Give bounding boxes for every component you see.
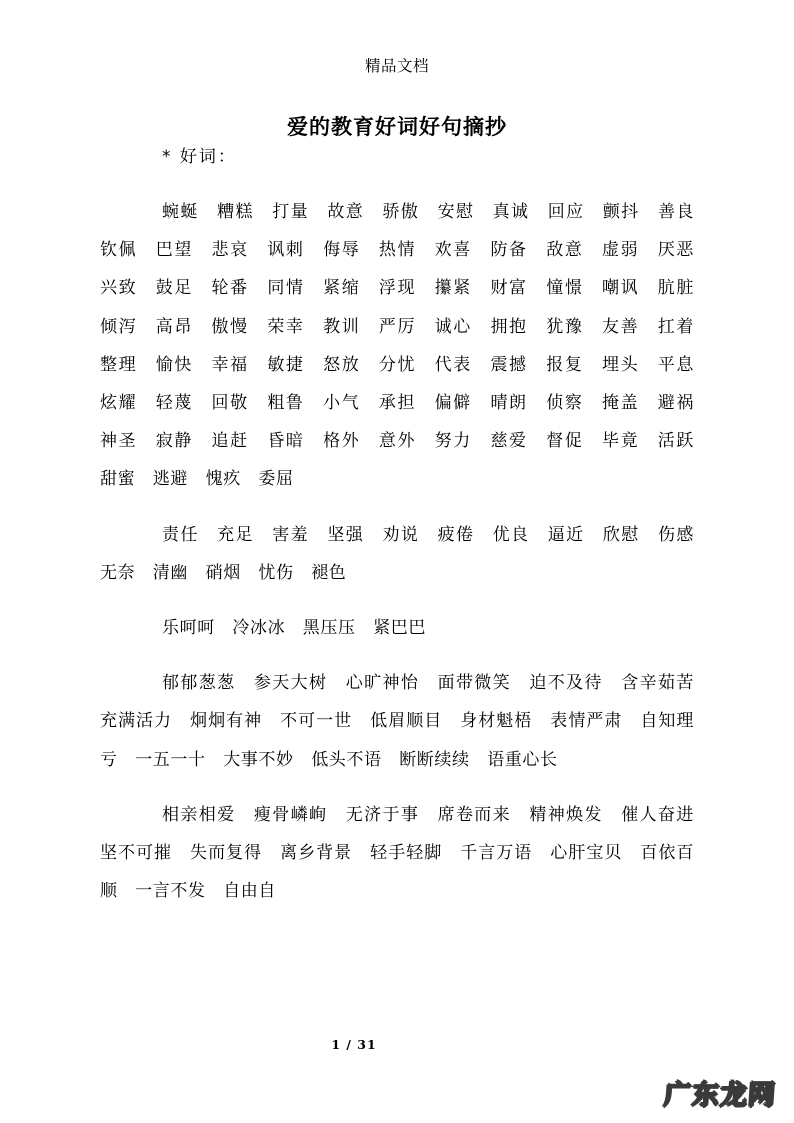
document-body <box>100 138 712 927</box>
word-list-paragraph: 责任 充足 害羞 坚强 劝说 疲倦 优良 逼近 欣慰 伤感 无奈 清幽 硝烟 忧伤 褪色 <box>100 524 712 583</box>
watermark-logo: 广东龙网 <box>662 1080 778 1111</box>
word-list-paragraph: 蜿蜒 糟糕 打量 故意 骄傲 安慰 真诚 回应 颤抖 善良 钦佩 巴望 悲哀 讽刺 侮辱 热情 欢喜 防备 敌意 虚弱 厌恶 兴致 鼓足 轮番 同情 紧缩 浮现 攥紧 财富 憧憬 嘲讽 肮脏 倾泻 高昂 傲慢 荣幸 教训 严厉 诚心 拥抱 犹豫 友善 扛着 整理 愉快 幸福 敏捷 怒放 分忧 代表 震撼 报复 埋头 平息 炫耀 轻蔑 回敬 粗鲁 小气 承担 偏僻 晴朗 侦察 掩盖 避祸 神圣 寂静 追赶 昏暗 格外 意外 努力 慈爱 督促 毕竟 活跃 甜蜜 逃避 愧疚 委屈 <box>100 202 712 490</box>
word-list-paragraph: 相亲相爱 瘦骨嶙峋 无济于事 席卷而来 精神焕发 催人奋进 坚不可摧 失而复得 离乡背景 轻手轻脚 千言万语 心肝宝贝 百依百顺 一言不发 自由自 <box>100 804 712 902</box>
document-header: 精品文档 <box>364 57 429 75</box>
section-label-good-words: * 好词： <box>162 147 237 167</box>
word-list-paragraph: 乐呵呵 冷冰冰 黑压压 紧巴巴 <box>162 618 426 639</box>
page-number: 1 / 31 <box>331 1037 377 1052</box>
page-title: 爱的教育好词好句摘抄 <box>287 114 507 140</box>
word-list-paragraph: 郁郁葱葱 参天大树 心旷神怡 面带微笑 迫不及待 含辛茹苦 充满活力 炯炯有神 不可一世 低眉顺目 身材魁梧 表情严肃 自知理亏 一五一十 大事不妙 低头不语 断断续续 语重心长 <box>100 673 712 770</box>
